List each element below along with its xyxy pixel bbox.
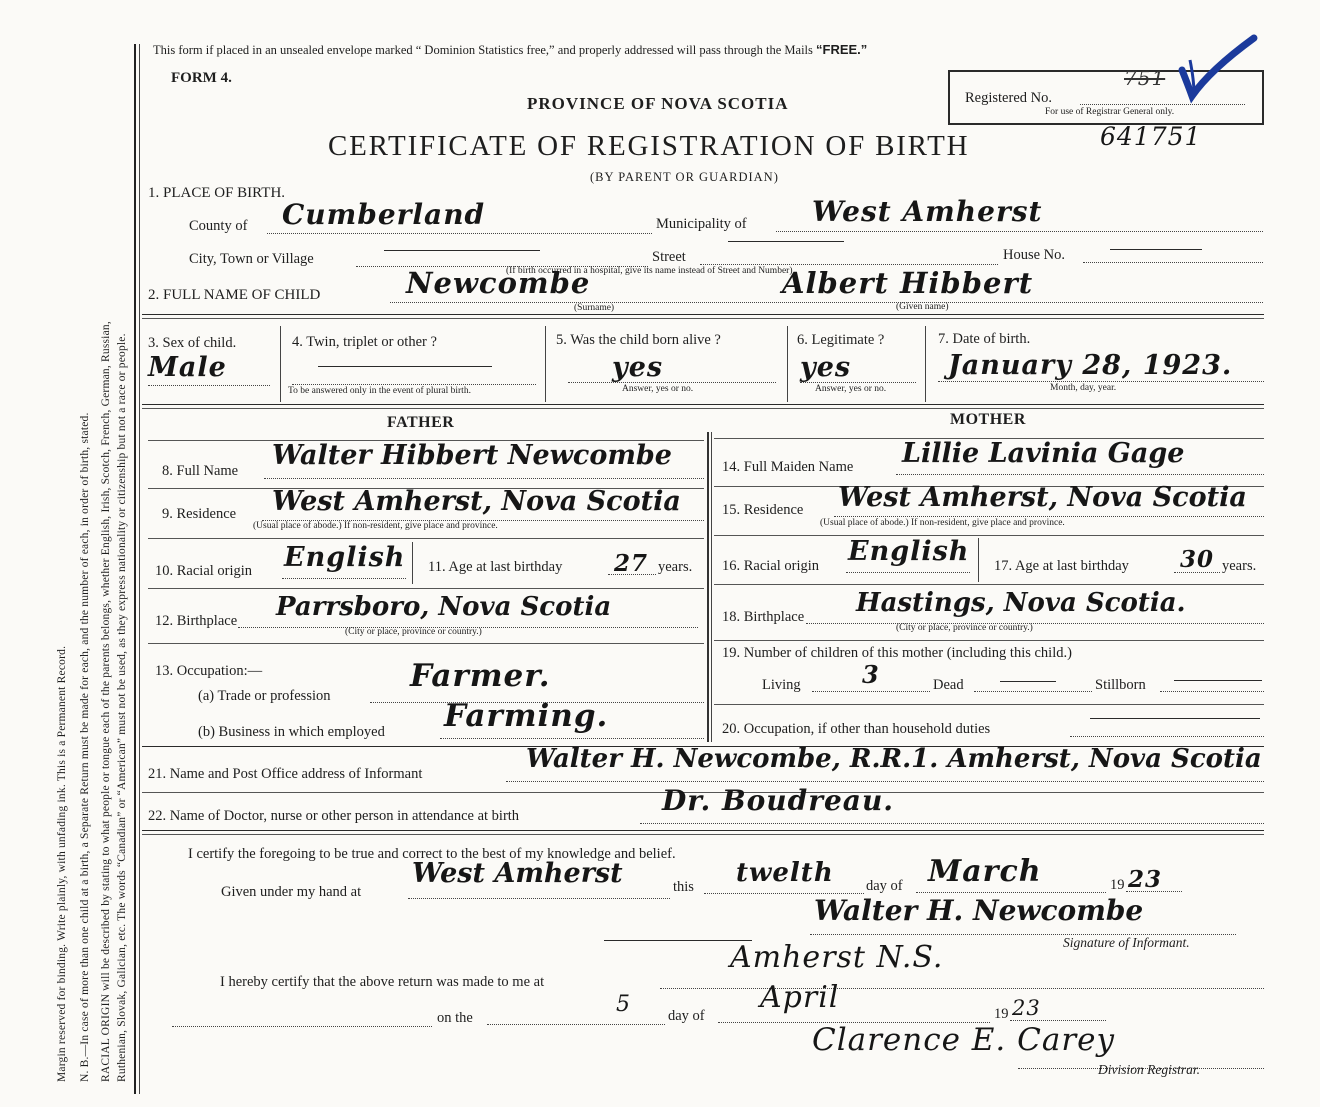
father-age-value: 27	[614, 550, 649, 577]
legitimate-caption: Answer, yes or no.	[815, 384, 887, 394]
certificate-subtitle: (BY PARENT OR GUARDIAN)	[590, 170, 779, 184]
father-residence-caption: (Usual place of abode.) If non-resident, give place and province.	[253, 521, 498, 531]
father-trade-label: (a) Trade or profession	[198, 688, 331, 704]
given-day-of-label: day of	[866, 878, 903, 894]
registrar-day-of-label: day of	[668, 1008, 705, 1024]
father-residence-label: 9. Residence	[162, 506, 237, 522]
county-label: County of	[189, 218, 248, 234]
father-business-value: Farming.	[444, 698, 609, 734]
given-day-value: twelth	[736, 858, 834, 888]
municipality-value: West Amherst	[812, 195, 1043, 228]
father-age-label: 11. Age at last birthday	[428, 559, 563, 575]
dob-value: January 28, 1923.	[948, 350, 1233, 381]
mother-years: years.	[1222, 558, 1257, 574]
legitimate-value: yes	[800, 352, 852, 383]
stillborn-label: Stillborn	[1095, 677, 1146, 693]
father-years: years.	[658, 559, 693, 575]
mother-birthplace-caption: (City or place, province or country.)	[896, 623, 1033, 633]
twin-label: 4. Twin, triplet or other ?	[292, 334, 437, 350]
twin-dash	[318, 366, 492, 367]
given-place-value: West Amherst	[412, 858, 623, 889]
mother-heading: MOTHER	[950, 411, 1026, 428]
mother-occupation-dash	[1090, 718, 1260, 719]
dead-dash	[1000, 681, 1056, 682]
informant-signature-caption: Signature of Informant.	[1063, 935, 1190, 950]
margin-note-racial-words: Ruthenian, Slovak, Galician, etc. The words “Canadian” or “American” must not be used, as they express nationality or citizenship but not a race or people.	[116, 333, 128, 1082]
given-year-suffix: 23	[1128, 866, 1163, 893]
registrar-caption: Division Registrar.	[1098, 1062, 1201, 1077]
place-of-birth-heading: 1. PLACE OF BIRTH.	[148, 185, 286, 201]
hospital-note: (If birth occurred in a hospital, give its name instead of Street and Number)	[506, 266, 793, 276]
born-alive-value: yes	[612, 352, 664, 383]
mother-residence-label: 15. Residence	[722, 502, 804, 518]
dob-caption: Month, day, year.	[1050, 383, 1117, 393]
registrar-month-value: April	[760, 980, 840, 1015]
binding-rule	[134, 44, 136, 1094]
margin-note-plural-birth: N. B.—In case of more than one child at a birth, a Separate Return must be made for each, and the number of each, in order of birth, stated.	[79, 412, 91, 1082]
mother-birthplace-value: Hastings, Nova Scotia.	[856, 588, 1186, 618]
registrar-day-value: 5	[616, 992, 631, 1017]
living-label: Living	[762, 677, 801, 693]
registrar-year-suffix: 23	[1012, 996, 1041, 1020]
father-trade-value: Farmer.	[410, 658, 551, 694]
child-given-name: Albert Hibbert	[782, 266, 1034, 300]
sex-value: Male	[148, 352, 227, 383]
father-birthplace-value: Parrsboro, Nova Scotia	[276, 592, 612, 622]
father-business-label: (b) Business in which employed	[198, 724, 385, 740]
legitimate-label: 6. Legitimate ?	[797, 332, 885, 348]
house-dash	[1110, 249, 1202, 250]
mother-age-value: 30	[1180, 546, 1215, 573]
certificate-number: 641751	[1100, 122, 1202, 151]
living-value: 3	[862, 660, 880, 689]
municipality-label: Municipality of	[656, 216, 747, 232]
house-label: House No.	[1003, 247, 1066, 263]
margin-note-binding: Margin reserved for binding. Write plainly, with unfading ink. This is a Permanent Record.	[56, 645, 68, 1082]
dob-label: 7. Date of birth.	[938, 331, 1031, 347]
father-heading: FATHER	[387, 414, 455, 431]
mother-name-label: 14. Full Maiden Name	[722, 459, 854, 475]
child-surname: Newcombe	[406, 266, 591, 300]
registered-value: 751	[1124, 66, 1166, 90]
father-racial-value: English	[284, 542, 406, 573]
child-name-label: 2. FULL NAME OF CHILD	[148, 287, 321, 303]
father-name-label: 8. Full Name	[162, 463, 239, 479]
doctor-label: 22. Name of Doctor, nurse or other person in attendance at birth	[148, 808, 520, 824]
registrar-year-prefix: 19	[994, 1006, 1009, 1022]
registrar-place-value: Amherst N.S.	[730, 940, 944, 975]
certificate-title: CERTIFICATE OF REGISTRATION OF BIRTH	[328, 130, 970, 162]
born-alive-label: 5. Was the child born alive ?	[556, 332, 721, 348]
twin-note: To be answered only in the event of plural birth.	[288, 386, 471, 396]
dead-label: Dead	[933, 677, 964, 693]
mother-birthplace-label: 18. Birthplace	[722, 609, 805, 625]
given-name-caption: (Given name)	[896, 302, 949, 312]
mother-occupation-label: 20. Occupation, if other than household duties	[722, 721, 991, 737]
mother-racial-value: English	[848, 536, 970, 567]
father-racial-label: 10. Racial origin	[155, 563, 253, 579]
form-number: FORM 4.	[171, 70, 232, 86]
father-name-value: Walter Hibbert Newcombe	[272, 440, 672, 471]
mail-notice: This form if placed in an unsealed envelope marked “ Dominion Statistics free,” and properly addressed will pass through the Mails “FREE.”	[153, 42, 868, 57]
children-count-label: 19. Number of children of this mother (including this child.)	[722, 645, 1072, 661]
informant-label: 21. Name and Post Office address of Informant	[148, 766, 423, 782]
city-label: City, Town or Village	[189, 251, 314, 267]
given-under-hand-label: Given under my hand at	[221, 884, 362, 900]
province-heading: PROVINCE OF NOVA SCOTIA	[527, 94, 789, 113]
father-occupation-label: 13. Occupation:—	[155, 663, 263, 679]
mother-residence-value: West Amherst, Nova Scotia	[838, 482, 1247, 513]
mother-age-label: 17. Age at last birthday	[994, 558, 1129, 574]
registrar-statement: I hereby certify that the above return was made to me at	[220, 974, 545, 990]
given-year-prefix: 19	[1110, 877, 1125, 893]
mail-free: “FREE.”	[816, 42, 868, 57]
binding-rule-inner	[139, 44, 140, 1094]
street-label: Street	[652, 249, 686, 265]
born-alive-caption: Answer, yes or no.	[622, 384, 694, 394]
city-dash	[384, 250, 540, 251]
center-divider	[707, 432, 709, 742]
registered-label: Registered No.	[965, 90, 1052, 106]
informant-signature: Walter H. Newcombe	[814, 894, 1144, 927]
sex-label: 3. Sex of child.	[148, 335, 237, 351]
certification-statement: I certify the foregoing to be true and correct to the best of my knowledge and belief.	[188, 846, 676, 862]
surname-caption: (Surname)	[574, 303, 615, 313]
mother-name-value: Lillie Lavinia Gage	[902, 438, 1185, 469]
father-residence-value: West Amherst, Nova Scotia	[272, 486, 681, 517]
registered-note: For use of Registrar General only.	[1045, 107, 1175, 117]
street-dash	[728, 241, 844, 242]
doctor-value: Dr. Boudreau.	[662, 784, 895, 817]
father-birthplace-label: 12. Birthplace	[155, 613, 238, 629]
given-month-value: March	[928, 854, 1042, 889]
registrar-signature: Clarence E. Carey	[812, 1022, 1116, 1058]
blue-check-mark	[1170, 30, 1270, 105]
registrar-on-the-label: on the	[437, 1010, 473, 1026]
mother-residence-caption: (Usual place of abode.) If non-resident, give place and province.	[820, 518, 1065, 528]
father-birthplace-caption: (City or place, province or country.)	[345, 627, 482, 637]
this-label: this	[673, 879, 694, 895]
mother-racial-label: 16. Racial origin	[722, 558, 820, 574]
stillborn-dash	[1174, 680, 1262, 681]
informant-value: Walter H. Newcombe, R.R.1. Amherst, Nova Scotia	[526, 744, 1262, 774]
margin-note-racial-origin: RACIAL ORIGIN will be described by stating to what people or tongue each of the parents belongs, whether English, Irish, Scotch, French, German, Russian,	[100, 321, 112, 1082]
county-value: Cumberland	[282, 198, 486, 231]
